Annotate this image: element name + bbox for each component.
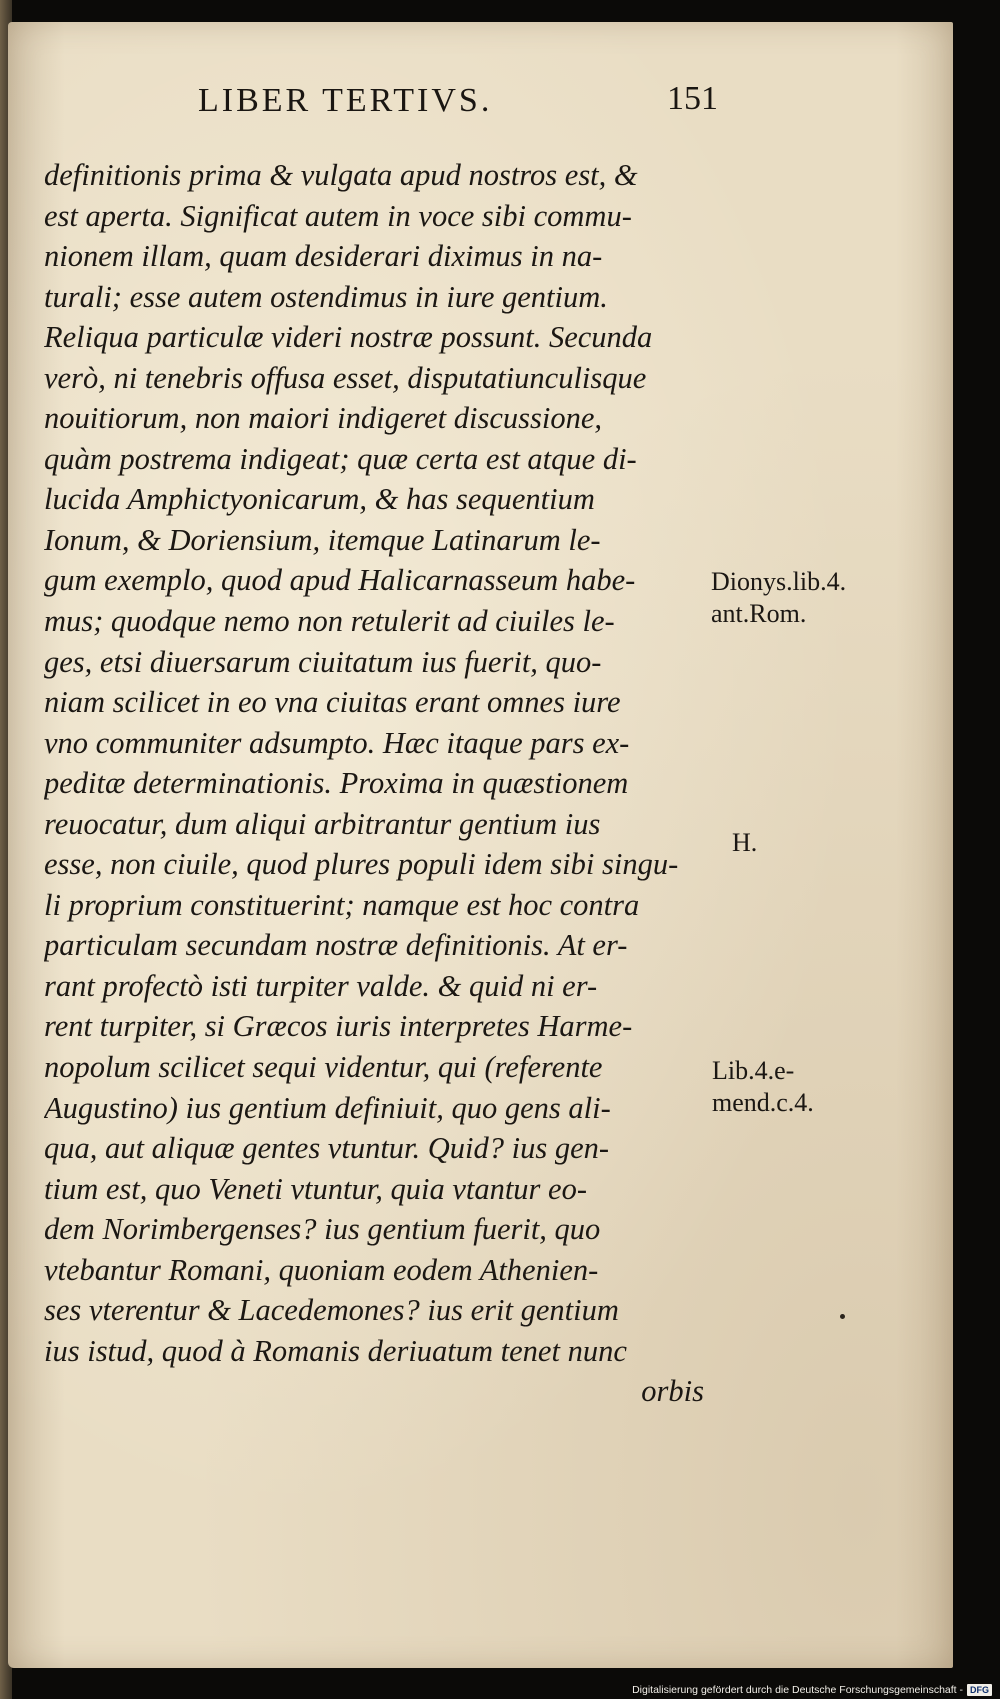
body-text xyxy=(44,155,709,1412)
text-line: tium est, quo Veneti vtuntur, quia vtantur eo- xyxy=(44,1171,587,1206)
text-line: nouitiorum, non maiori indigeret discussione, xyxy=(44,401,603,436)
margin-note-line: ant.Rom. xyxy=(711,599,807,628)
text-line: peditæ determinationis. Proxima in quæstionem xyxy=(44,766,629,801)
margin-note-dionysius xyxy=(711,566,846,630)
running-head: LIBER TERTIVS. xyxy=(198,82,493,119)
ink-speck xyxy=(840,1314,845,1319)
text-line: ges, etsi diuersarum ciuitatum ius fuerit, quo- xyxy=(44,644,602,679)
text-line: dem Norimbergenses? ius gentium fuerit, quo xyxy=(44,1212,601,1247)
text-line: nopolum scilicet sequi videntur, qui (referente xyxy=(44,1050,603,1085)
text-line: ius istud, quod à Romanis deriuatum tenet nunc xyxy=(44,1333,627,1368)
margin-note-line: mend.c.4. xyxy=(712,1088,814,1117)
page-header xyxy=(198,82,718,132)
catchword: orbis xyxy=(641,1374,704,1409)
text-line: quàm postrema indigeat; quæ certa est atque di- xyxy=(44,441,637,476)
text-line: li proprium constituerint; namque est hoc contra xyxy=(44,887,640,922)
book-page xyxy=(8,22,953,1668)
text-line: vno communiter adsumpto. Hæc itaque pars ex- xyxy=(44,725,630,760)
text-line: gum exemplo, quod apud Halicarnasseum habe- xyxy=(44,563,636,598)
text-line: mus; quodque nemo non retulerit ad ciuiles le- xyxy=(44,604,615,639)
text-line: Augustino) ius gentium definiuit, quo gens ali- xyxy=(44,1090,611,1125)
text-line: est aperta. Significat autem in voce sibi commu- xyxy=(44,198,632,233)
text-line: reuocatur, dum aliqui arbitrantur gentium ius xyxy=(44,806,601,841)
credit-text: Digitalisierung gefördert durch die Deutsche Forschungsgemeinschaft - xyxy=(632,1684,963,1696)
margin-note-emend xyxy=(712,1055,814,1119)
text-line: definitionis prima & vulgata apud nostros est, & xyxy=(44,158,638,192)
text-line: vtebantur Romani, quoniam eodem Athenien- xyxy=(44,1252,599,1287)
text-line: nionem illam, quam desiderari diximus in na- xyxy=(44,239,603,274)
text-line: lucida Amphictyonicarum, & has sequentium xyxy=(44,482,595,517)
text-line: particulam secundam nostræ definitionis. At er- xyxy=(44,928,628,963)
text-line: rant profectò isti turpiter valde. & quid ni er- xyxy=(44,968,598,1003)
margin-note-h xyxy=(732,827,757,859)
margin-note-line: Dionys.lib.4. xyxy=(711,567,847,596)
text-line: niam scilicet in eo vna ciuitas erant omnes iure xyxy=(44,685,621,720)
margin-note-line: Lib.4.e- xyxy=(712,1056,795,1085)
dfg-logo-icon: DFG xyxy=(967,1684,992,1696)
text-line: rent turpiter, si Græcos iuris interpretes Harme- xyxy=(44,1009,633,1044)
text-line: esse, non ciuile, quod plures populi idem sibi singu- xyxy=(44,847,679,882)
page-number: 151 xyxy=(667,80,718,117)
text-line: ses vterentur & Lacedemones? ius erit gentium xyxy=(44,1293,619,1328)
text-line: turali; esse autem ostendimus in iure gentium. xyxy=(44,279,608,314)
text-line: Ionum, & Doriensium, itemque Latinarum le- xyxy=(44,522,601,557)
margin-note-line: H. xyxy=(732,828,758,857)
text-line: Reliqua particulæ videri nostræ possunt. Secunda xyxy=(44,320,653,355)
text-line: qua, aut aliquæ gentes vtuntur. Quid? ius gen- xyxy=(44,1131,610,1166)
text-line: verò, ni tenebris offusa esset, disputatiunculisque xyxy=(44,360,647,395)
digitization-credit xyxy=(632,1684,992,1696)
